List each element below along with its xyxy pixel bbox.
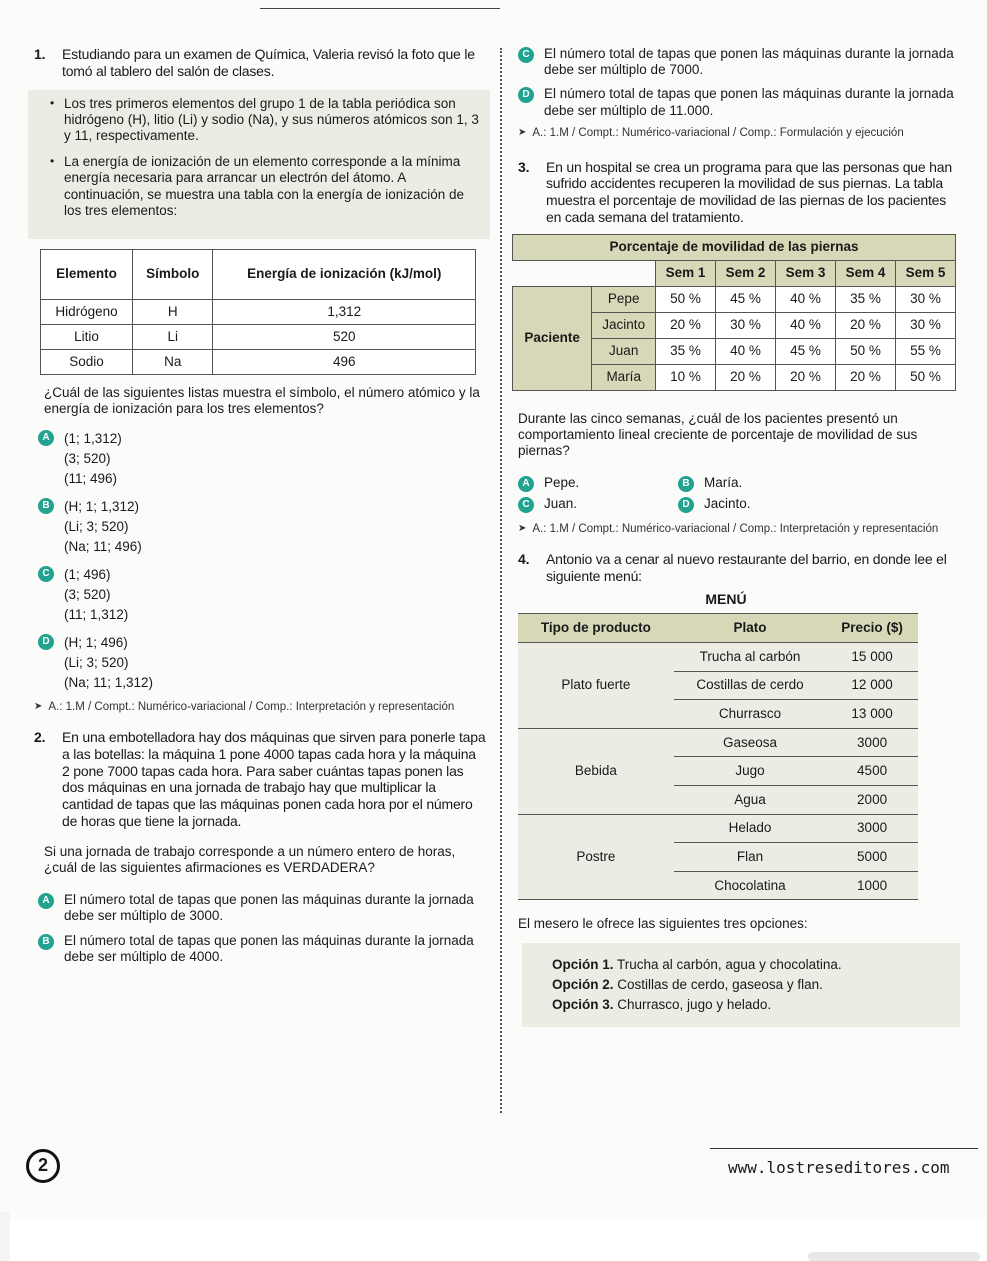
mobility-table-title: Porcentaje de movilidad de las piernas [513,234,956,260]
offer-item [552,975,946,995]
option-letter-badge: D [678,497,694,513]
dish-price: 3000 [826,728,918,757]
option-letter-badge: C [518,497,534,513]
table-cell: Na [133,349,213,374]
column-divider [500,48,502,1113]
product-type: Postre [518,814,674,900]
table-header: Precio ($) [826,614,918,643]
question-3-competence [518,523,958,537]
table-cell: 55 % [895,338,955,364]
option-letter-badge: A [38,430,54,446]
page-number: 2 [26,1149,60,1183]
competence-text: A.: 1.M / Compt.: Numérico-variacional / Comp.: Interpretación y representación [532,523,939,536]
website-link[interactable]: www.lostreseditores.com [728,1158,950,1177]
option-text: El número total de tapas que ponen las máquinas durante la jornada debe ser múltiplo de 3000. [64,892,474,924]
option-line: (Na; 11; 1,312) [64,675,154,691]
table-row [41,349,476,374]
dish-name: Gaseosa [674,728,826,757]
option-text: Jacinto. [704,496,751,512]
table-cell: 20 % [776,364,836,390]
offer-label: Opción 2. [552,976,614,992]
answer-option-b[interactable] [38,497,486,557]
table-cell: 50 % [895,364,955,390]
question-3-options [518,475,818,515]
option-letter-badge: A [518,476,534,492]
left-edge-shadow [0,1212,10,1261]
table-cell: 40 % [716,338,776,364]
answer-option-d[interactable] [518,86,958,118]
table-cell: 30 % [895,312,955,338]
option-line: (Li; 3; 520) [64,519,129,535]
option-letter-badge: C [518,47,534,63]
answer-option-b[interactable] [678,475,818,492]
option-letter-badge: B [38,934,54,950]
week-header: Sem 3 [776,260,836,286]
table-cell: 45 % [716,286,776,312]
question-2 [34,729,486,830]
offer-text: Trucha al carbón, agua y chocolatina. [617,956,842,972]
right-column [518,46,958,1027]
question-1-prompt: ¿Cuál de las siguientes listas muestra el símbolo, el número atómico y la energía de ionización para los tres elementos? [44,384,480,417]
offer-text: Churrasco, jugo y helado. [617,996,772,1012]
table-row [518,728,918,757]
table-cell: Litio [41,324,133,349]
patient-name: Jacinto [592,312,656,338]
patient-row-header: Paciente [513,286,592,390]
product-type: Plato fuerte [518,643,674,729]
table-cell: 40 % [776,286,836,312]
question-1-options [38,429,486,693]
question-2-prompt: Si una jornada de trabajo corresponde a un número entero de horas, ¿cuál de las siguientes afirmaciones es VERDADERA? [44,843,456,876]
dish-name: Costillas de cerdo [674,671,826,700]
option-letter-badge: A [38,893,54,909]
answer-option-a[interactable] [38,892,486,924]
week-header: Sem 5 [895,260,955,286]
bullet-dot-icon: • [50,154,55,169]
option-line: (11; 1,312) [64,607,129,623]
top-rule [260,8,500,9]
table-cell: Hidrógeno [41,299,133,324]
table-header: Tipo de producto [518,614,674,643]
option-text: Pepe. [544,475,580,491]
answer-option-c[interactable] [518,496,658,513]
table-row [513,286,956,312]
option-line: (Na; 11; 496) [64,539,142,555]
dish-price: 12 000 [826,671,918,700]
table-header: Plato [674,614,826,643]
question-4-number: 4. [518,551,530,568]
arrow-right-icon: ➤ [518,523,527,535]
answer-option-a[interactable] [518,475,658,492]
menu-title: MENÚ [705,590,747,607]
question-1 [34,46,486,80]
info-bullet-text: La energía de ionización de un elemento corresponde a la mínima energía necesaria para arrancar un electrón del átomo. A continuación, se muestra una tabla con la energía de ionización de los tres elementos: [64,154,465,218]
option-text: El número total de tapas que ponen las máquinas durante la jornada debe ser múltiplo de 7000. [544,46,954,78]
offer-intro: El mesero le ofrece las siguientes tres opciones: [518,916,808,932]
arrow-right-icon: ➤ [34,701,43,713]
dish-price: 2000 [826,786,918,815]
option-line: (Li; 3; 520) [64,655,129,671]
option-line: (1; 1,312) [64,431,122,447]
offer-item [552,995,946,1015]
left-column [34,46,486,973]
option-line: (1; 496) [64,567,111,583]
table-row [518,814,918,843]
option-text: María. [704,475,743,491]
question-3-text: En un hospital se crea un programa para que las personas que han sufrido accidentes recuperen la movilidad de sus piernas. La tabla muestra el porcentaje de movilidad de las piernas de los pacientes en cada semana del tratamiento. [546,158,952,225]
option-letter-badge: B [678,476,694,492]
question-4-text: Antonio va a cenar al nuevo restaurante del barrio, en donde lee el siguiente menú: [546,551,947,584]
info-bullet [50,96,480,145]
dish-name: Flan [674,843,826,872]
arrow-right-icon: ➤ [518,126,527,138]
patient-name: Juan [592,338,656,364]
offer-label: Opción 3. [552,996,614,1012]
table-cell: Li [133,324,213,349]
table-cell: 496 [213,349,476,374]
table-cell: Sodio [41,349,133,374]
option-letter-badge: C [38,566,54,582]
competence-text: A.: 1.M / Compt.: Numérico-variacional / Comp.: Formulación y ejecución [532,126,904,139]
dish-price: 5000 [826,843,918,872]
option-letter-badge: D [518,87,534,103]
dish-name: Churrasco [674,700,826,729]
dish-price: 4500 [826,757,918,786]
footer-rule [710,1148,978,1149]
question-2-options-left [38,892,486,965]
table-cell: 50 % [656,286,716,312]
table-cell: 35 % [656,338,716,364]
answer-option-c[interactable] [38,565,486,625]
table-cell: H [133,299,213,324]
menu-table [518,613,918,900]
offer-text: Costillas de cerdo, gaseosa y flan. [617,976,823,992]
option-line: (H; 1; 1,312) [64,499,140,515]
table-cell: 1,312 [213,299,476,324]
answer-option-a[interactable] [38,429,486,489]
table-cell: 20 % [716,364,776,390]
option-line: (11; 496) [64,471,118,487]
table-cell: 40 % [776,312,836,338]
dish-price: 1000 [826,871,918,900]
dish-name: Trucha al carbón [674,643,826,672]
table-header: Energía de ionización (kJ/mol) [213,249,476,299]
option-text: El número total de tapas que ponen las máquinas durante la jornada debe ser múltiplo de 11.000. [544,86,954,118]
patient-name: Pepe [592,286,656,312]
product-type: Bebida [518,728,674,814]
offer-label: Opción 1. [552,956,614,972]
question-1-competence [34,701,486,715]
mobility-table [512,234,956,391]
question-1-info-box [28,90,490,239]
info-bullet [50,154,480,219]
question-3 [518,159,958,226]
question-3-number: 3. [518,158,530,175]
table-cell: 50 % [835,338,895,364]
week-header: Sem 1 [656,260,716,286]
question-3-prompt: Durante las cinco semanas, ¿cuál de los pacientes presentó un comportamiento lineal creciente de porcentaje de movilidad de sus piernas? [518,410,918,459]
week-header: Sem 4 [835,260,895,286]
table-cell: 20 % [835,312,895,338]
info-bullet-text: Los tres primeros elementos del grupo 1 de la tabla periódica son hidrógeno (H), litio (Li) y sodio (Na), y sus números atómicos son 1, 3 y 11, respectivamente. [64,95,479,143]
option-line: (3; 520) [64,451,111,467]
question-2-competence [518,127,958,141]
table-cell: 35 % [835,286,895,312]
answer-option-d[interactable] [678,496,818,513]
question-2-options-right [518,46,958,119]
bullet-dot-icon: • [50,95,55,110]
question-1-text: Estudiando para un examen de Química, Valeria revisó la foto que le tomó al tablero del salón de clases. [62,46,475,79]
question-2-text: En una embotelladora hay dos máquinas que sirven para ponerle tapa a las botellas: la máquina 1 pone 4000 tapas cada hora y la máquina 2 pone 7000 tapas cada hora. Para saber cuántas tapas ponen las dos máquinas en una jornada de trabajo hay que multiplicar la cantidad de tapas que las máquinas ponen cada hora por el número de horas que tiene la jornada. [62,729,486,830]
dish-price: 13 000 [826,700,918,729]
option-letter-badge: D [38,634,54,650]
table-cell: 45 % [776,338,836,364]
empty-corner [513,260,656,286]
table-row [41,324,476,349]
option-line: (H; 1; 496) [64,635,128,651]
dish-name: Agua [674,786,826,815]
ionization-table [40,249,476,375]
question-1-number: 1. [34,46,46,62]
offer-box [522,943,960,1027]
table-cell: 30 % [895,286,955,312]
dish-name: Chocolatina [674,871,826,900]
table-row [518,643,918,672]
dish-name: Helado [674,814,826,843]
table-header: Elemento [41,249,133,299]
option-letter-badge: B [38,498,54,514]
option-text: Juan. [544,496,578,512]
dish-name: Jugo [674,757,826,786]
table-cell: 20 % [656,312,716,338]
table-cell: 10 % [656,364,716,390]
competence-text: A.: 1.M / Compt.: Numérico-variacional / Comp.: Interpretación y representación [48,701,455,714]
answer-option-d[interactable] [38,633,486,693]
dish-price: 3000 [826,814,918,843]
table-header: Símbolo [133,249,213,299]
table-cell: 20 % [835,364,895,390]
answer-option-c[interactable] [518,46,958,78]
table-cell: 30 % [716,312,776,338]
option-line: (3; 520) [64,587,111,603]
dish-price: 15 000 [826,643,918,672]
option-text: El número total de tapas que ponen las máquinas durante la jornada debe ser múltiplo de 4000. [64,932,474,964]
answer-option-b[interactable] [38,933,486,965]
table-row [41,299,476,324]
week-header: Sem 2 [716,260,776,286]
offer-item [552,955,946,975]
bottom-bar [808,1252,980,1261]
question-2-number: 2. [34,729,46,746]
question-4 [518,551,958,585]
table-cell: 520 [213,324,476,349]
patient-name: María [592,364,656,390]
